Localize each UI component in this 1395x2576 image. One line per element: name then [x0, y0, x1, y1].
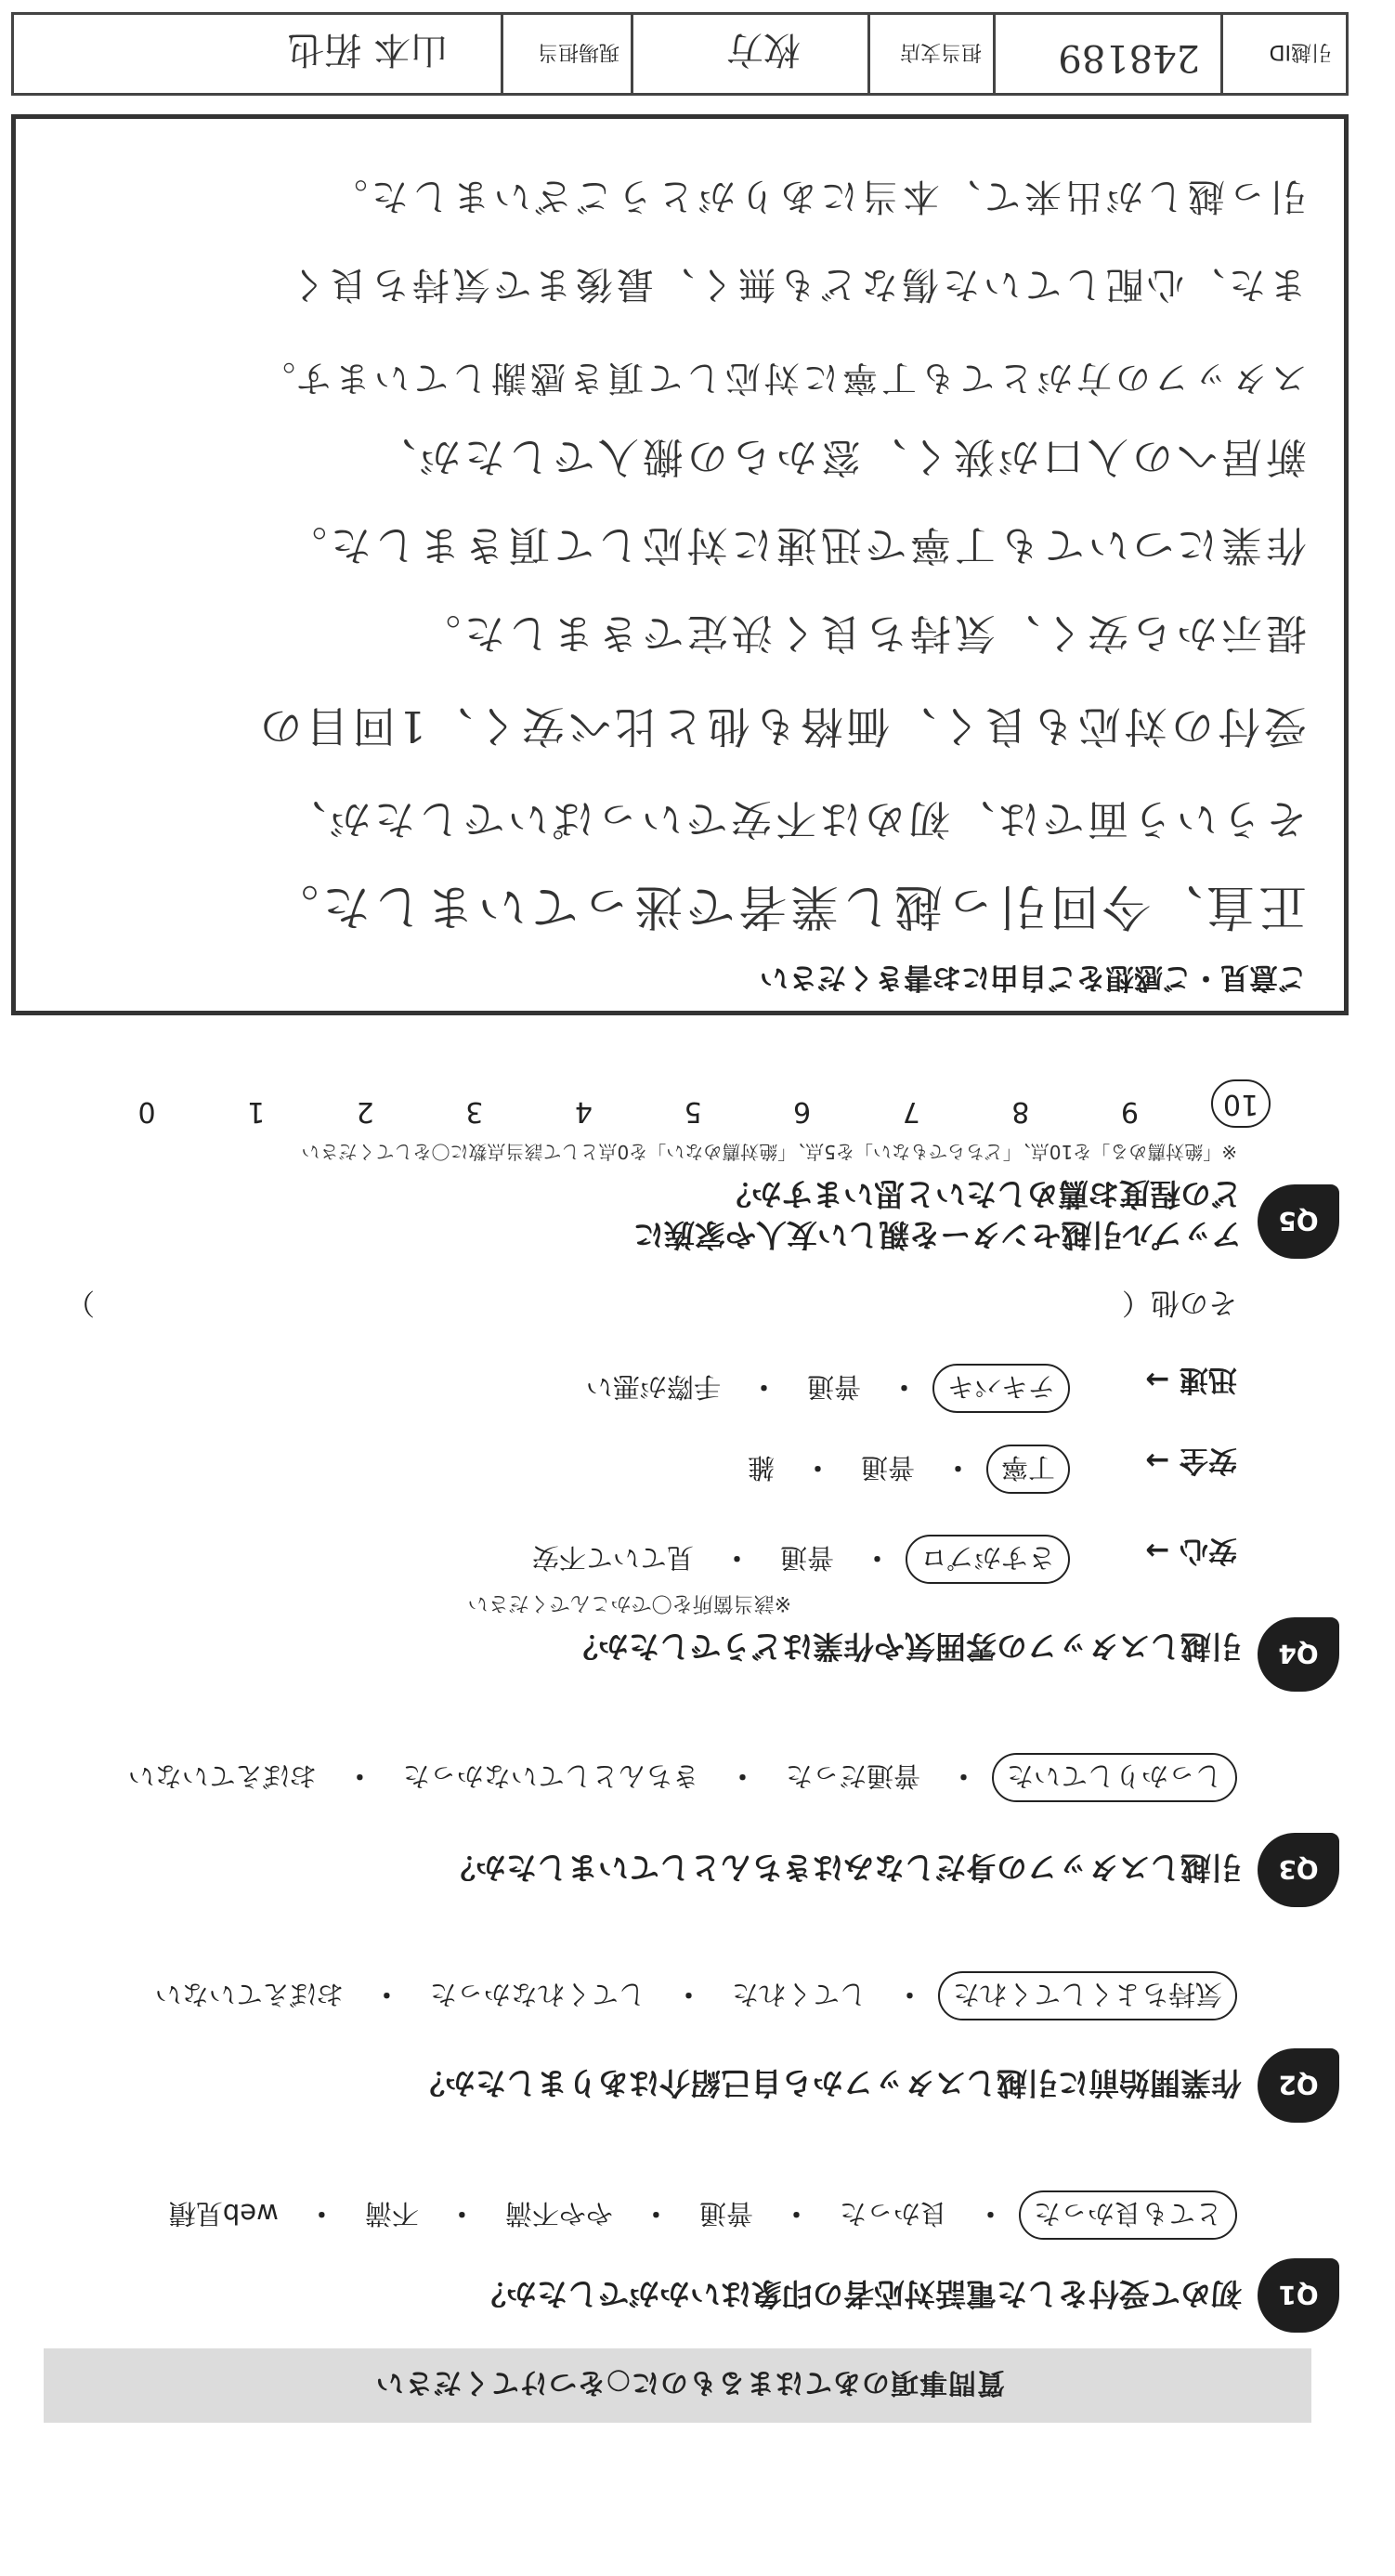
q1-question: 初めて受付をした電話対応者の印象はいかがでしたか？: [476, 2276, 1242, 2312]
comment-line: スタッフの方がとても丁寧に対応して頂き感謝しています。: [256, 358, 1307, 399]
comment-line: 受付の対応も良く、価格も他と比べ安く、1回目の: [255, 701, 1307, 752]
comment-line: そういう面では、初めは不安でいっぱいでしたが、: [281, 795, 1307, 843]
q3-option-normal[interactable]: 普通だった: [785, 1760, 920, 1792]
q1-option-dissatisfied[interactable]: 不満: [364, 2198, 419, 2229]
q5-score-1[interactable]: 1: [247, 1095, 266, 1128]
q4-row-label-reassurance: 安心 →: [1145, 1534, 1237, 1567]
q1-option-somewhat-dissatisfied[interactable]: やや不満: [504, 2198, 613, 2229]
q2-option-dont-remember[interactable]: おぼえていない: [154, 1979, 344, 2010]
q1-option-good[interactable]: 良かった: [839, 2198, 947, 2229]
q4-option-rough[interactable]: 雑: [747, 1452, 775, 1484]
q1-option-web-estimate[interactable]: web見積: [168, 2198, 279, 2229]
q4-row-safety[interactable]: 丁寧 ・ 普通 ・ 雑: [733, 1445, 1070, 1494]
q4-row-label-safety: 安全 →: [1145, 1444, 1237, 1477]
branch-value: 枚方: [726, 28, 801, 71]
q2-badge: Q2: [1258, 2048, 1339, 2123]
q5-score-4[interactable]: 4: [574, 1095, 593, 1128]
q3-option-dont-remember[interactable]: おぼえていない: [127, 1760, 317, 1792]
q2-option-gladly[interactable]: 気持ちよくしてくれた: [938, 1971, 1237, 2020]
q5-score-8[interactable]: 8: [1011, 1095, 1030, 1128]
instruction-text: 質問事項のあてはまるものに○をつけてください: [374, 2366, 1005, 2399]
comment-line: 新居への入口が狭く、窓からの搬入でしたが、: [371, 433, 1307, 480]
q5-score-7[interactable]: 7: [902, 1095, 920, 1128]
q5-score-6[interactable]: 6: [793, 1095, 812, 1128]
q5-score-2[interactable]: 2: [356, 1095, 374, 1128]
q4-row-speed[interactable]: テキパキ ・ 普通 ・ 手際が悪い: [571, 1364, 1070, 1413]
q3-badge: Q3: [1258, 1833, 1339, 1907]
q4-badge: Q4: [1258, 1617, 1339, 1692]
q2-option-yes[interactable]: してくれた: [731, 1979, 867, 2010]
q5-question-line1: アップル引越センターを親しい友人や家族に: [632, 1217, 1242, 1253]
q5-score-10[interactable]: 10: [1211, 1079, 1271, 1128]
branch-label: 担当支店: [899, 40, 982, 63]
q4-option-brisk[interactable]: テキパキ: [932, 1364, 1070, 1413]
q4-question: 引越しスタッフの雰囲気や作業はどうでしたか？: [567, 1628, 1242, 1665]
q1-option-normal[interactable]: 普通: [698, 2198, 753, 2229]
comment-line: 引っ越しが出来て、本当にありがとうございました。: [326, 175, 1307, 217]
q5-note: ※「絶対薦める」を10点、「どちらでもない」を5点、「絶対薦めない」を0点として該当点数に〇をしてください: [301, 1141, 1237, 1163]
q4-row-label-speed: 迅速 →: [1145, 1363, 1237, 1396]
q4-row-reassurance[interactable]: さすがプロ ・ 普通 ・ 見ていて不安: [517, 1535, 1070, 1584]
q3-option-not-neat[interactable]: きちんとしていなかった: [402, 1760, 699, 1792]
q2-option-no[interactable]: してくれなかった: [429, 1979, 645, 2010]
comment-line: 提示から安く、気持ち良く決定できました。: [415, 609, 1307, 657]
q5-score-scale[interactable]: [119, 1079, 1271, 1128]
staff-value: 山本 拓也: [287, 28, 448, 71]
meta-divider: [1220, 12, 1223, 96]
q4-option-uneasy[interactable]: 見ていて不安: [531, 1542, 694, 1574]
q4-other-close: ）: [66, 1286, 95, 1319]
q1-options[interactable]: とても良かった ・ 良かった ・ 普通 ・ やや不満 ・ 不満 ・ web見積: [154, 2190, 1237, 2240]
q5-score-9[interactable]: 9: [1120, 1095, 1139, 1128]
q2-options[interactable]: 気持ちよくしてくれた ・ してくれた ・ してくれなかった ・ おぼえていない: [140, 1971, 1237, 2020]
q5-score-3[interactable]: 3: [465, 1095, 484, 1128]
move-id-value: 248189: [1058, 36, 1200, 79]
q1-option-very-good[interactable]: とても良かった: [1019, 2190, 1237, 2240]
q1-badge: Q1: [1258, 2258, 1339, 2333]
q5-badge: Q5: [1258, 1184, 1339, 1259]
move-id-label: 引越ID: [1269, 40, 1332, 63]
q3-options[interactable]: しっかりしていた ・ 普通だった ・ きちんとしていなかった ・ おぼえていない: [113, 1753, 1237, 1802]
instruction-header: [44, 2348, 1311, 2423]
comment-line: 正直、今回引っ越し業者で迷っていました。: [266, 878, 1307, 934]
q5-question-line2: どの程度お薦めしたいと思いますか？: [721, 1176, 1242, 1212]
meta-divider: [993, 12, 996, 96]
q3-option-neat[interactable]: しっかりしていた: [992, 1753, 1237, 1802]
q5-score-0[interactable]: 0: [137, 1095, 156, 1128]
q5-score-5[interactable]: 5: [684, 1095, 702, 1128]
q4-note: ※該当箇所を〇でかこんでください: [467, 1591, 791, 1615]
q4-other-label: その他（: [1122, 1286, 1237, 1319]
q4-option-careful[interactable]: 丁寧: [986, 1445, 1070, 1494]
meta-divider: [501, 12, 503, 96]
q3-question: 引越しスタッフの身だしなみはきちんとしていましたか？: [445, 1850, 1242, 1886]
q4-option-normal-3[interactable]: 普通: [806, 1371, 861, 1403]
comment-line: 作業についても丁寧で迅速に対応して頂きました。: [281, 521, 1307, 569]
comment-title: ご意見・ご感想をご自由にお書きください: [760, 961, 1307, 994]
q4-option-clumsy[interactable]: 手際が悪い: [585, 1371, 721, 1403]
comment-line: また、心配していた傷なども無く、最後まで気持ち良く: [285, 263, 1307, 306]
meta-divider: [867, 12, 870, 96]
meta-divider: [631, 12, 633, 96]
q4-option-normal-1[interactable]: 普通: [779, 1542, 834, 1574]
q2-question: 作業開始前に引越しスタッフから自己紹介はありましたか？: [414, 2065, 1242, 2101]
q4-option-normal-2[interactable]: 普通: [860, 1452, 915, 1484]
q4-option-pro[interactable]: さすがプロ: [906, 1535, 1070, 1584]
staff-label: 現場担当: [537, 40, 619, 63]
